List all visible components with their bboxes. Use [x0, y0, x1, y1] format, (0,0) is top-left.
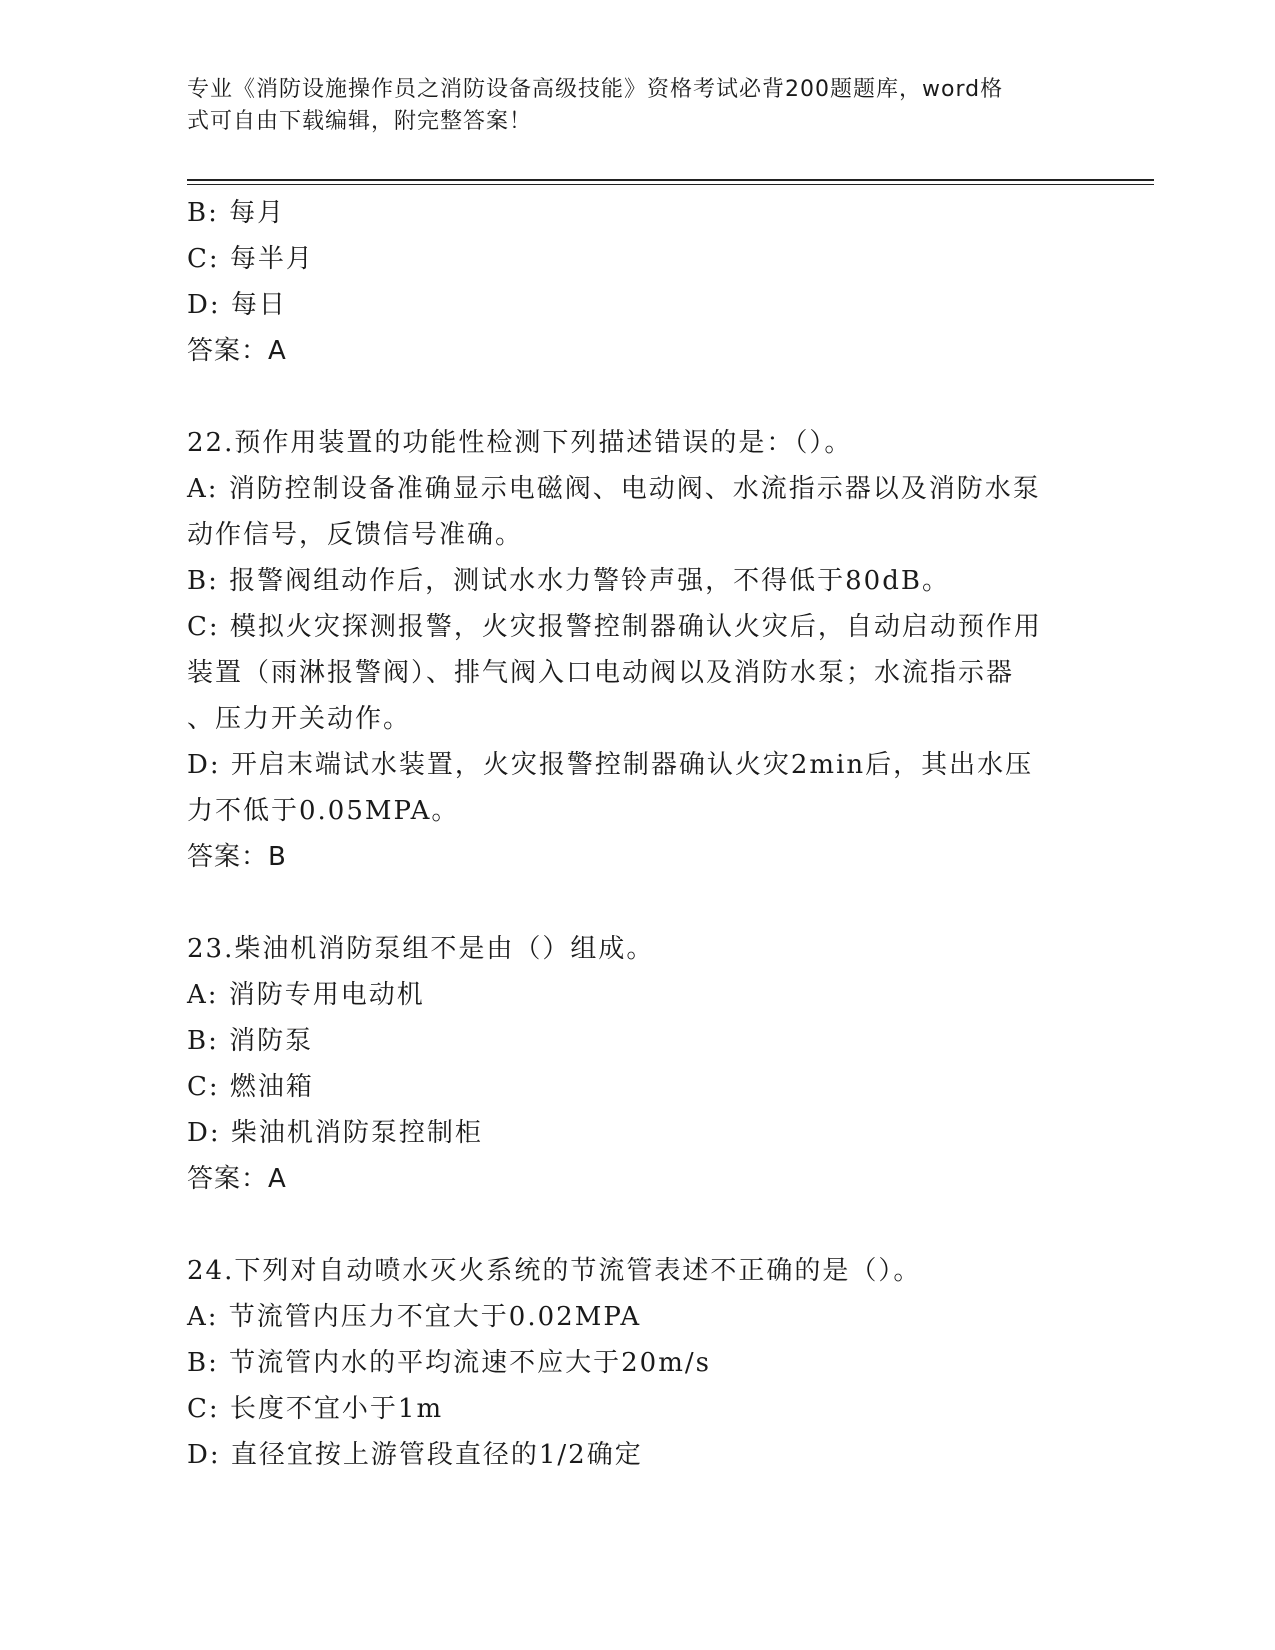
q22-option-d-line-1: D: 开启末端试水装置，火灾报警控制器确认火灾2min后，其出水压	[187, 750, 1034, 780]
q22-answer: 答案：B	[187, 842, 287, 872]
q24-option-a: A: 节流管内压力不宜大于0.02MPA	[187, 1302, 642, 1332]
q23-option-a: A: 消防专用电动机	[187, 980, 425, 1010]
q21-answer: 答案：A	[187, 336, 287, 366]
q22-option-d-line-2: 力不低于0.05MPA。	[187, 796, 460, 826]
q21-option-d: D: 每日	[187, 290, 287, 320]
q24-option-d: D: 直径宜按上游管段直径的1/2确定	[187, 1440, 643, 1470]
q23-option-c: C: 燃油箱	[187, 1072, 314, 1102]
question-list	[187, 190, 1087, 1478]
spacer	[187, 880, 1087, 926]
question-21-block	[187, 190, 1087, 374]
question-24-block	[187, 1248, 1087, 1478]
q24-option-c: C: 长度不宜小于1m	[187, 1394, 444, 1424]
q22-option-a-line-2: 动作信号，反馈信号准确。	[187, 520, 524, 550]
q21-option-c: C: 每半月	[187, 244, 314, 274]
q22-option-b: B: 报警阀组动作后，测试水水力警铃声强，不得低于80dB。	[187, 566, 950, 596]
q23-option-b: B: 消防泵	[187, 1026, 314, 1056]
document-header	[187, 74, 1067, 138]
q23-question: 23.柴油机消防泵组不是由（）组成。	[187, 934, 655, 964]
q22-option-a-line-1: A: 消防控制设备准确显示电磁阀、电动阀、水流指示器以及消防水泵	[187, 474, 1041, 504]
q22-question: 22.预作用装置的功能性检测下列描述错误的是：（）。	[187, 428, 853, 458]
q21-option-b: B: 每月	[187, 198, 286, 228]
question-22-block	[187, 420, 1087, 880]
spacer	[187, 374, 1087, 420]
q22-option-c-line-2: 装置（雨淋报警阀）、排气阀入口电动阀以及消防水泵；水流指示器	[187, 658, 1015, 688]
q24-question: 24.下列对自动喷水灭火系统的节流管表述不正确的是（）。	[187, 1256, 922, 1286]
q23-answer: 答案：A	[187, 1164, 287, 1194]
question-23-block	[187, 926, 1087, 1202]
header-divider-thin	[187, 184, 1154, 185]
q24-option-b: B: 节流管内水的平均流速不应大于20m/s	[187, 1348, 711, 1378]
header-divider-thick	[187, 179, 1154, 181]
q22-option-c-line-1: C: 模拟火灾探测报警，火灾报警控制器确认火灾后，自动启动预作用	[187, 612, 1042, 642]
spacer	[187, 1202, 1087, 1248]
header-line-1: 专业《消防设施操作员之消防设备高级技能》资格考试必背200题题库，word格	[187, 77, 1004, 102]
header-line-2: 式可自由下载编辑，附完整答案！	[187, 109, 533, 134]
q22-option-c-line-3: 、压力开关动作。	[187, 704, 412, 734]
q23-option-d: D: 柴油机消防泵控制柜	[187, 1118, 483, 1148]
